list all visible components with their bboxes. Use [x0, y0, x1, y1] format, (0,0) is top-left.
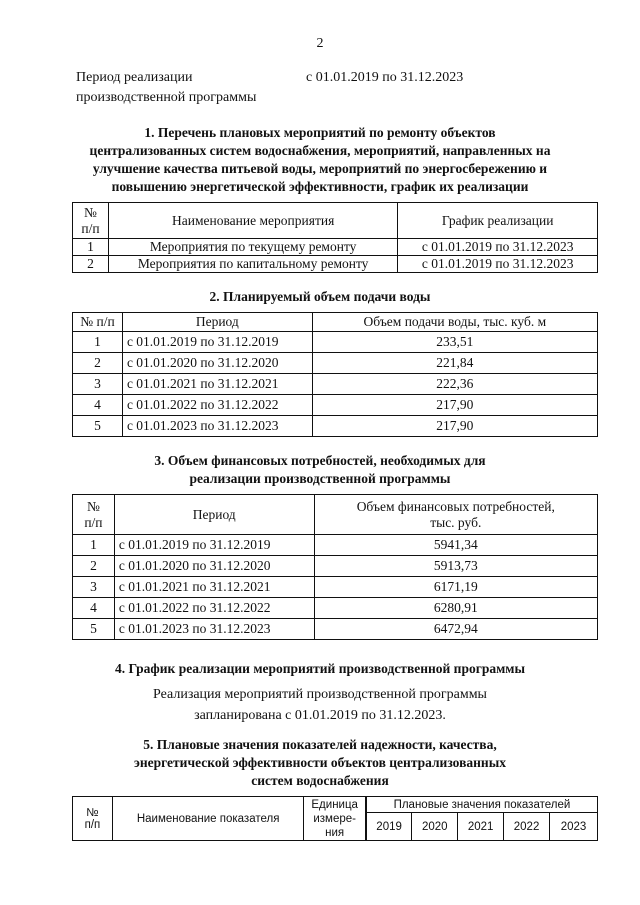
period-label	[76, 68, 256, 108]
cell-num: 2	[73, 556, 115, 577]
section4-text-line: Реализация мероприятий производственной программы	[153, 687, 487, 702]
table-row	[73, 256, 598, 273]
section3-heading-line: 3. Объем финансовых потребностей, необходимых для	[154, 453, 486, 468]
table-row	[73, 556, 598, 577]
cell-num: 5	[73, 619, 115, 640]
section5-heading-line: систем водоснабжения	[251, 773, 389, 788]
cell-volume: 221,84	[312, 353, 597, 374]
header-num: № п/п	[73, 797, 113, 841]
cell-measure-name: Мероприятия по текущему ремонту	[108, 239, 397, 256]
section3-heading	[40, 452, 600, 488]
header-indicator-name: Наименование показателя	[112, 797, 304, 841]
cell-volume: 233,51	[312, 332, 597, 353]
cell-period: с 01.01.2021 по 31.12.2021	[114, 577, 314, 598]
section5-heading	[40, 736, 600, 790]
cell-period: с 01.01.2023 по 31.12.2023	[114, 619, 314, 640]
table-row	[73, 353, 598, 374]
section4-heading: 4. График реализации мероприятий производственной программы	[114, 661, 526, 676]
cell-finance: 6171,19	[314, 577, 597, 598]
section1-heading	[40, 124, 600, 196]
table-row	[73, 239, 598, 256]
cell-num: 1	[73, 239, 109, 256]
section1-heading-line: 1. Перечень плановых мероприятий по ремонту объектов	[144, 125, 496, 140]
header-year: 2020	[412, 813, 458, 841]
table-finance	[72, 494, 598, 640]
table-row	[73, 535, 598, 556]
table-row	[73, 416, 598, 437]
header-measure-name: Наименование мероприятия	[108, 203, 397, 239]
cell-schedule: с 01.01.2019 по 31.12.2023	[398, 239, 598, 256]
section5-heading-line: энергетической эффективности объектов централизованных	[133, 755, 506, 770]
header-num: № п/п	[73, 203, 109, 239]
cell-num: 4	[73, 395, 123, 416]
table-measures	[72, 202, 598, 273]
period-label-line2: производственной программы	[76, 90, 257, 105]
cell-num: 1	[73, 332, 123, 353]
table-header-row	[73, 203, 598, 239]
cell-period: с 01.01.2019 по 31.12.2019	[114, 535, 314, 556]
header-num: № п/п	[73, 495, 115, 535]
cell-period: с 01.01.2021 по 31.12.2021	[122, 374, 312, 395]
header-period: Период	[122, 313, 312, 332]
header-unit: Единица измере- ния	[304, 797, 366, 841]
cell-volume: 217,90	[312, 395, 597, 416]
header-year: 2022	[504, 813, 550, 841]
table-indicators	[72, 796, 598, 841]
header-volume: Объем подачи воды, тыс. куб. м	[312, 313, 597, 332]
table-row	[73, 395, 598, 416]
cell-period: с 01.01.2020 по 31.12.2020	[114, 556, 314, 577]
section3-heading-line: реализации производственной программы	[189, 471, 451, 486]
section1-heading-line: повышению энергетической эффективности, график их реализации	[111, 179, 529, 194]
cell-num: 3	[73, 374, 123, 395]
cell-num: 1	[73, 535, 115, 556]
table-header-row	[73, 797, 598, 813]
page-number: 2	[316, 36, 324, 51]
cell-num: 2	[73, 256, 109, 273]
cell-volume: 222,36	[312, 374, 597, 395]
period-label-line1: Период реализации	[76, 70, 193, 85]
table-row	[73, 374, 598, 395]
cell-period: с 01.01.2022 по 31.12.2022	[114, 598, 314, 619]
section4-text-line: запланирована с 01.01.2019 по 31.12.2023.	[194, 708, 446, 723]
section1-heading-line: централизованных систем водоснабжения, мероприятий, направленных на	[89, 143, 551, 158]
cell-num: 5	[73, 416, 123, 437]
cell-num: 3	[73, 577, 115, 598]
table-row	[73, 332, 598, 353]
header-finance: Объем финансовых потребностей, тыс. руб.	[314, 495, 597, 535]
cell-num: 4	[73, 598, 115, 619]
section4-text	[40, 684, 600, 726]
header-planned-values: Плановые значения показателей	[366, 797, 598, 813]
header-num: № п/п	[73, 313, 123, 332]
table-header-row	[73, 313, 598, 332]
header-year: 2021	[458, 813, 504, 841]
cell-finance: 5941,34	[314, 535, 597, 556]
cell-period: с 01.01.2022 по 31.12.2022	[122, 395, 312, 416]
table-row	[73, 598, 598, 619]
table-row	[73, 619, 598, 640]
section5-heading-line: 5. Плановые значения показателей надежности, качества,	[143, 737, 497, 752]
cell-period: с 01.01.2023 по 31.12.2023	[122, 416, 312, 437]
header-year: 2019	[366, 813, 412, 841]
cell-finance: 5913,73	[314, 556, 597, 577]
cell-volume: 217,90	[312, 416, 597, 437]
cell-measure-name: Мероприятия по капитальному ремонту	[108, 256, 397, 273]
header-schedule: График реализации	[398, 203, 598, 239]
table-water-supply	[72, 312, 598, 437]
table-row	[73, 577, 598, 598]
cell-period: с 01.01.2019 по 31.12.2019	[122, 332, 312, 353]
cell-finance: 6472,94	[314, 619, 597, 640]
cell-num: 2	[73, 353, 123, 374]
cell-period: с 01.01.2020 по 31.12.2020	[122, 353, 312, 374]
period-value: с 01.01.2019 по 31.12.2023	[306, 70, 464, 85]
cell-finance: 6280,91	[314, 598, 597, 619]
header-year: 2023	[550, 813, 598, 841]
table-header-row	[73, 495, 598, 535]
section2-heading: 2. Планируемый объем подачи воды	[209, 289, 431, 304]
cell-schedule: с 01.01.2019 по 31.12.2023	[398, 256, 598, 273]
header-period: Период	[114, 495, 314, 535]
section1-heading-line: улучшение качества питьевой воды, мероприятий по энергосбережению и	[92, 161, 548, 176]
